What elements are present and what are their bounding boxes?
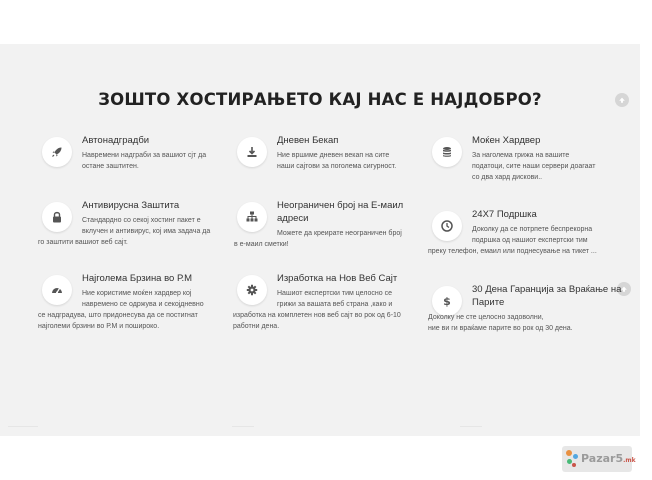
feature-title: Дневен Бекап	[277, 135, 339, 146]
logo-dot	[573, 454, 578, 459]
feature-title: Антивирусна Заштита	[82, 200, 180, 211]
divider	[232, 426, 254, 427]
feature-description: Доколку не сте целосно задоволни, ние ви ги враќаме парите во рок од 30 дена.	[428, 314, 573, 332]
site-watermark-logo	[562, 446, 636, 472]
feature-icon-wrap	[237, 202, 267, 232]
speedometer-icon	[50, 283, 64, 297]
feature-title: Неограничен број на Е-маил адреси	[277, 200, 404, 224]
watermark-text: Pazar5.mk	[581, 452, 636, 465]
feature-description: За наголема грижа на вашите податоци, сите наши сервери доагаат со два хард дискови..	[472, 152, 596, 181]
feature-icon-wrap	[42, 202, 72, 232]
sitemap-icon	[245, 210, 259, 224]
lock-icon	[50, 210, 64, 224]
divider	[460, 426, 482, 427]
database-icon	[440, 145, 454, 159]
feature-description-overflow: в е-маил сметки!	[234, 241, 289, 248]
arrow-up-icon	[618, 96, 626, 104]
logo-dot	[572, 463, 576, 467]
divider	[8, 426, 38, 427]
feature-icon-wrap	[237, 137, 267, 167]
feature-description: Доколку да се потрпете беспрекорна подршка од нашиот експертски тим	[472, 226, 593, 244]
scroll-to-top-button[interactable]	[615, 93, 629, 107]
rocket-icon	[50, 145, 64, 159]
feature-title: Моќен Хардвер	[472, 135, 541, 146]
feature-icon-wrap	[432, 137, 462, 167]
feature-title: Автонадградби	[82, 135, 150, 146]
feature-description-overflow: се надградува, што придонесува да се постигнат најголеми брзини во Р.М и пошироко.	[38, 312, 198, 330]
feature-icon-wrap	[432, 211, 462, 241]
feature-icon-wrap	[42, 275, 72, 305]
feature-description: Ние вршиме дневен векап на сите наши сајтови за поголема сигурност.	[277, 152, 397, 170]
feature-description-overflow: преку телефон, емаил или поднесување на тикет ...	[428, 248, 597, 255]
feature-description: Нашиот експертски тим целосно се грижи за вашата веб страна ,како и	[277, 290, 393, 308]
svg-text:$: $	[443, 295, 451, 308]
feature-description-overflow: го заштити вашиот веб сајт.	[38, 239, 128, 246]
section-headline: ЗОШТО ХОСТИРАЊЕТО КАЈ НАС Е НАЈДОБРО?	[98, 90, 542, 109]
logo-dot	[566, 450, 572, 456]
clock-icon	[440, 219, 454, 233]
feature-title: 24X7 Подршка	[472, 209, 537, 220]
gear-icon	[245, 283, 259, 297]
feature-icon-wrap	[42, 137, 72, 167]
feature-title: 30 Дена Гаранција за Враќање на Парите	[472, 284, 622, 308]
feature-description: Навремени надграби за вашиот сјт да остане заштитен.	[82, 152, 207, 170]
feature-description: Ние користиме моќен хардвер кој навремено се одржува и секојдневно	[82, 290, 204, 308]
download-icon	[245, 145, 259, 159]
feature-title: Изработка на Нов Веб Сајт	[277, 273, 398, 284]
feature-description: Стандардно со секој хостинг пакет е вклучен и антивирус, кој има задача да	[82, 217, 211, 235]
feature-title: Најголема Брзина во Р.М	[82, 273, 193, 284]
feature-description: Можете да креирате неограничен број	[277, 230, 402, 237]
money-icon	[440, 294, 454, 308]
feature-icon-wrap	[237, 275, 267, 305]
feature-description-overflow: изработка на комплетен нов веб сајт во рок од 6-10 работни дена.	[233, 312, 401, 330]
